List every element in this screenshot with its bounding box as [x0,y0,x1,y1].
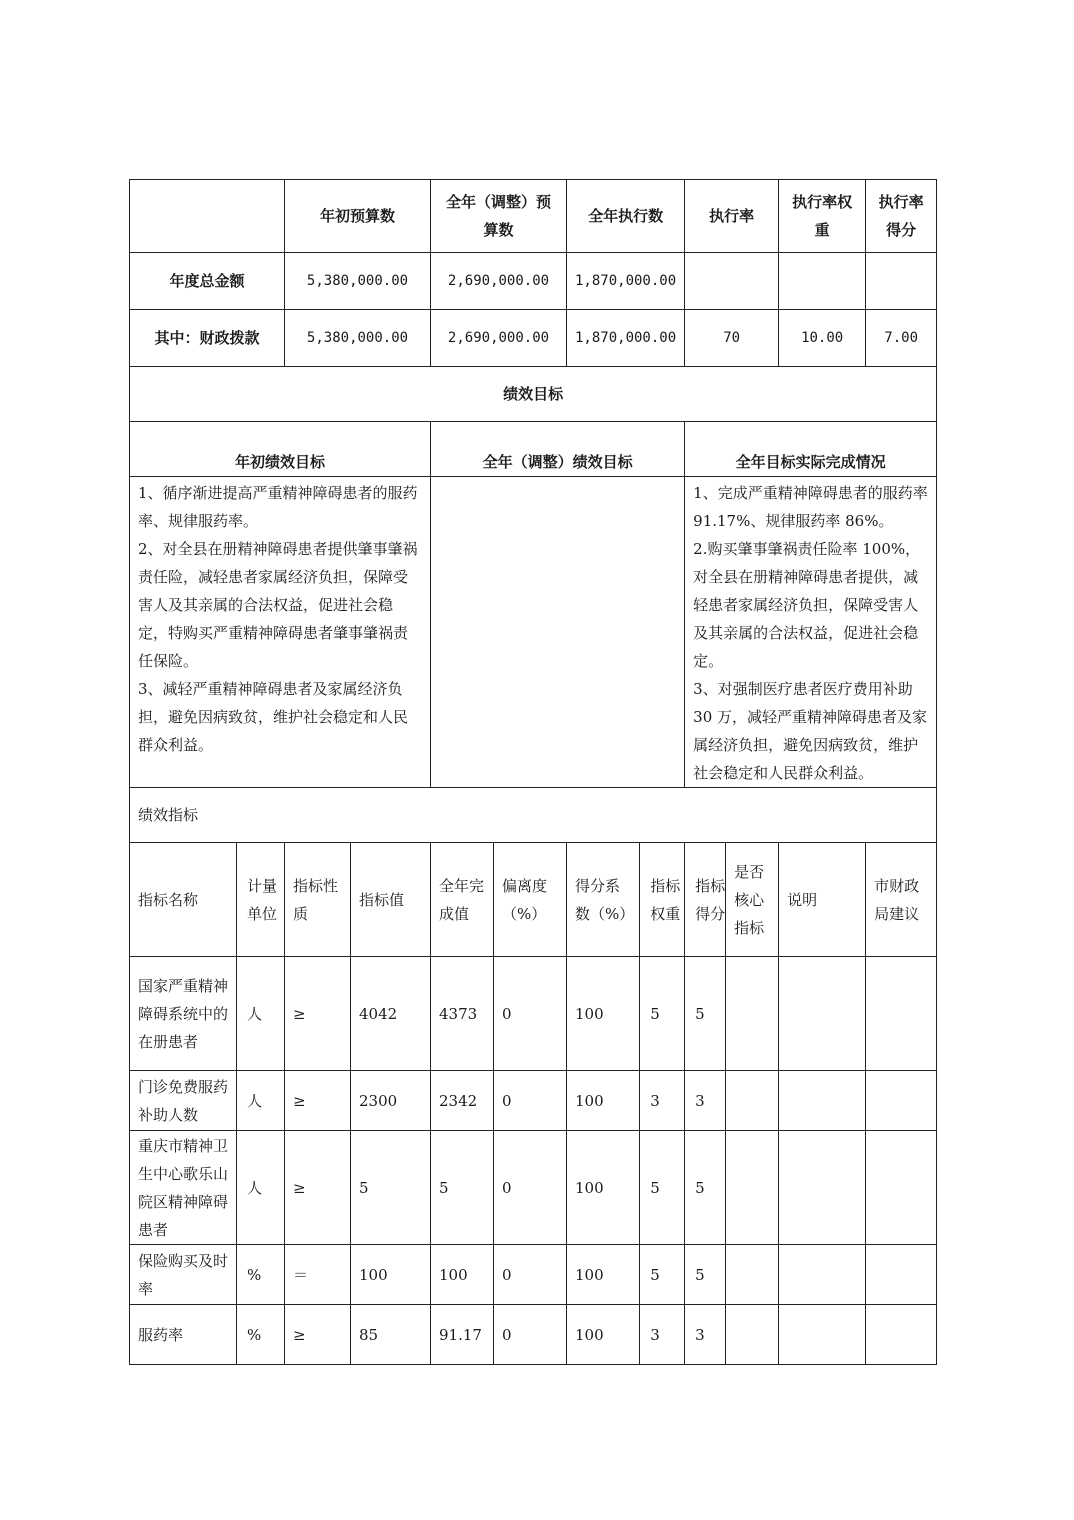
ind-header-completed: 全年完成值 [431,843,494,957]
ind-header-weight: 指标权重 [640,843,685,957]
ind-unit: 人 [237,1131,285,1245]
ind-nature: ≥ [285,1305,351,1365]
goals-content-row [130,477,937,788]
indicators-title-row [130,788,937,843]
goals-header-initial: 年初绩效目标 [130,422,431,477]
ind-weight: 3 [640,1071,685,1131]
ind-nature: ≥ [285,1071,351,1131]
ind-coef: 100 [567,1131,640,1245]
ind-header-deviation: 偏离度（%） [494,843,567,957]
ind-weight: 5 [640,1131,685,1245]
header-exec-rate: 执行率 [685,180,779,253]
indicators-title: 绩效指标 [130,788,937,843]
budget-adjusted-value: 2,690,000.00 [431,310,567,367]
goal-actual-item: 3、对强制医疗患者医疗费用补助 30 万，减轻严重精神障碍患者及家属经济负担，避免因病致贫，维护社会稳定和人民群众利益。 [693,680,928,782]
ind-unit: % [237,1305,285,1365]
ind-note [779,957,866,1071]
indicators-header-row [130,843,937,957]
ind-value: 85 [351,1305,431,1365]
goals-adjusted-cell [431,477,685,788]
ind-deviation: 0 [494,1071,567,1131]
budget-adjusted-value: 2,690,000.00 [431,253,567,310]
header-adjusted-budget: 全年（调整）预算数 [431,180,567,253]
ind-note [779,1305,866,1365]
ind-header-core: 是否核心指标 [726,843,779,957]
indicator-row [130,1305,937,1365]
ind-advice [866,1305,937,1365]
budget-initial-value: 5,380,000.00 [285,253,431,310]
budget-rate-value [685,253,779,310]
budget-score-value [866,253,937,310]
ind-core [726,1071,779,1131]
performance-table [129,179,937,1365]
ind-value: 4042 [351,957,431,1071]
ind-advice [866,1245,937,1305]
ind-score: 5 [685,1245,726,1305]
goal-actual-item: 2.购买肇事肇祸责任险率 100%，对全县在册精神障碍患者提供，减轻患者家属经济负担，保障受害人及其亲属的合法权益，促进社会稳定。 [693,540,921,670]
ind-score: 3 [685,1071,726,1131]
ind-header-value: 指标值 [351,843,431,957]
ind-core [726,957,779,1071]
ind-note [779,1071,866,1131]
ind-unit: 人 [237,957,285,1071]
ind-nature: ≥ [285,957,351,1071]
ind-coef: 100 [567,957,640,1071]
goal-actual-item: 1、完成严重精神障碍患者的服药率 91.17%、规律服药率 86%。 [693,484,928,530]
ind-completed: 5 [431,1131,494,1245]
budget-row-total [130,253,937,310]
ind-score: 5 [685,1131,726,1245]
ind-advice [866,1131,937,1245]
budget-row-label: 年度总金额 [130,253,285,310]
ind-weight: 5 [640,1245,685,1305]
goals-header-adjusted: 全年（调整）绩效目标 [431,422,685,477]
ind-core [726,1305,779,1365]
budget-row-fiscal [130,310,937,367]
header-exec-score: 执行率得分 [866,180,937,253]
budget-weight-value: 10.00 [779,310,866,367]
goals-title: 绩效目标 [130,367,937,422]
ind-name: 门诊免费服药补助人数 [130,1071,237,1131]
ind-completed: 91.17 [431,1305,494,1365]
budget-executed-value: 1,870,000.00 [567,310,685,367]
ind-unit: % [237,1245,285,1305]
ind-value: 2300 [351,1071,431,1131]
indicator-row [130,1071,937,1131]
ind-note [779,1131,866,1245]
ind-score: 5 [685,957,726,1071]
ind-coef: 100 [567,1071,640,1131]
goal-initial-item: 3、减轻严重精神障碍患者及家属经济负担，避免因病致贫，维护社会稳定和人民群众利益。 [138,680,409,754]
ind-completed: 4373 [431,957,494,1071]
ind-deviation: 0 [494,1305,567,1365]
ind-nature: ≥ [285,1131,351,1245]
ind-core [726,1131,779,1245]
budget-corner-cell [130,180,285,253]
ind-completed: 100 [431,1245,494,1305]
ind-value: 100 [351,1245,431,1305]
ind-header-nature: 指标性质 [285,843,351,957]
ind-advice [866,957,937,1071]
ind-advice [866,1071,937,1131]
indicator-row [130,1131,937,1245]
ind-nature: ＝ [285,1245,351,1305]
budget-rate-value: 70 [685,310,779,367]
ind-deviation: 0 [494,957,567,1071]
ind-name: 国家严重精神障碍系统中的在册患者 [130,957,237,1071]
ind-header-unit: 计量单位 [237,843,285,957]
ind-coef: 100 [567,1245,640,1305]
ind-header-score: 指标得分 [685,843,726,957]
ind-weight: 3 [640,1305,685,1365]
budget-executed-value: 1,870,000.00 [567,253,685,310]
goal-initial-item: 1、循序渐进提高严重精神障碍患者的服药率、规律服药率。 [138,484,418,530]
ind-header-advice: 市财政局建议 [866,843,937,957]
budget-header-row [130,180,937,253]
ind-deviation: 0 [494,1245,567,1305]
ind-value: 5 [351,1131,431,1245]
ind-name: 服药率 [130,1305,237,1365]
ind-header-coef: 得分系数（%） [567,843,640,957]
ind-header-note: 说明 [779,843,866,957]
ind-header-name: 指标名称 [130,843,237,957]
ind-coef: 100 [567,1305,640,1365]
goals-header-actual: 全年目标实际完成情况 [685,422,937,477]
goals-header-row [130,422,937,477]
ind-note [779,1245,866,1305]
ind-deviation: 0 [494,1131,567,1245]
ind-name: 重庆市精神卫生中心歌乐山院区精神障碍患者 [130,1131,237,1245]
ind-unit: 人 [237,1071,285,1131]
indicator-row [130,957,937,1071]
budget-initial-value: 5,380,000.00 [285,310,431,367]
budget-weight-value [779,253,866,310]
header-exec-weight: 执行率权重 [779,180,866,253]
ind-completed: 2342 [431,1071,494,1131]
goals-title-row [130,367,937,422]
ind-name: 保险购买及时率 [130,1245,237,1305]
goal-initial-item: 2、对全县在册精神障碍患者提供肇事肇祸责任险，减轻患者家属经济负担，保障受害人及其亲属的合法权益，促进社会稳定，特购买严重精神障碍患者肇事肇祸责任保险。 [138,540,418,670]
ind-core [726,1245,779,1305]
budget-score-value: 7.00 [866,310,937,367]
indicator-row [130,1245,937,1305]
goals-initial-cell [130,477,431,788]
budget-row-label: 其中：财政拨款 [130,310,285,367]
header-executed: 全年执行数 [567,180,685,253]
header-initial-budget: 年初预算数 [285,180,431,253]
ind-score: 3 [685,1305,726,1365]
ind-weight: 5 [640,957,685,1071]
goals-actual-cell [685,477,937,788]
